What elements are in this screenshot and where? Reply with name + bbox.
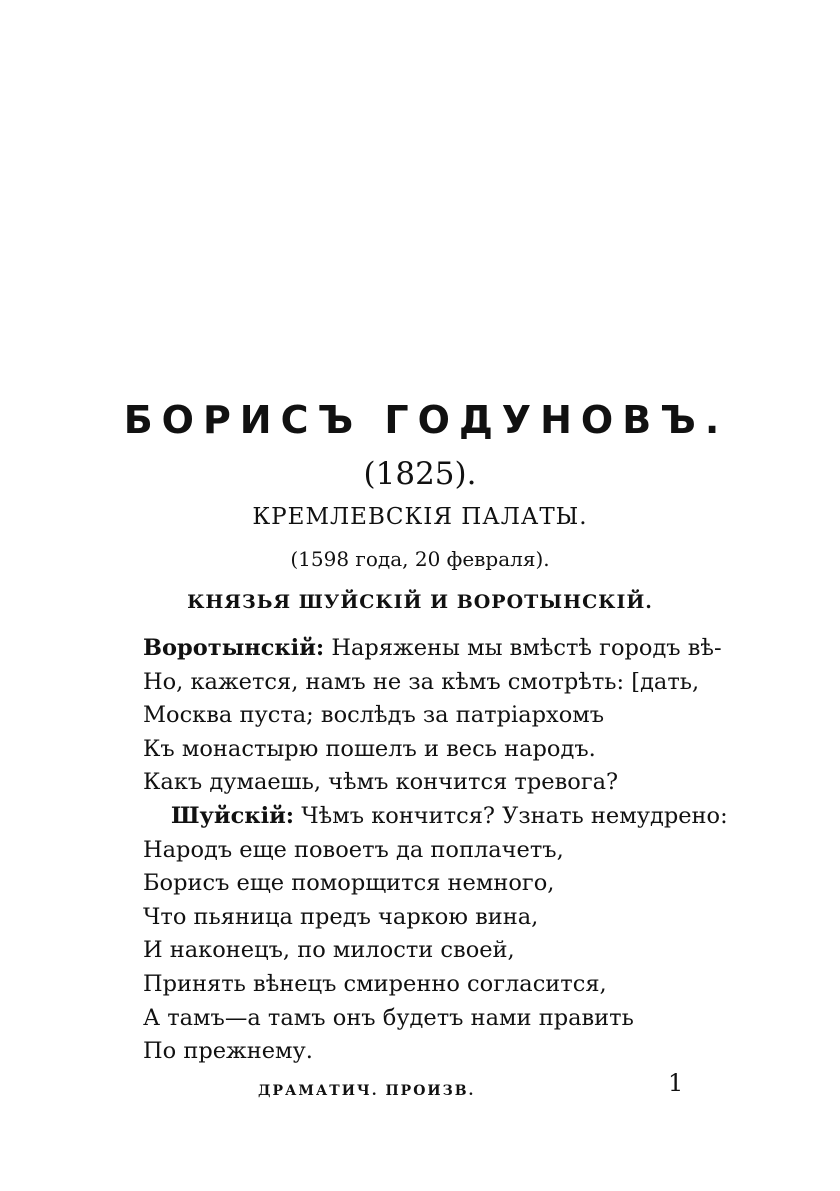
verse-line xyxy=(143,666,743,700)
play-year: (1825). xyxy=(363,456,477,492)
verse-line xyxy=(143,867,743,901)
verse-text: Но, кажется, намъ не за кѣмъ смотрѣть: [дать, xyxy=(143,668,700,695)
verse-line xyxy=(143,632,743,666)
scene-date: (1598 года, 20 февраля). xyxy=(290,547,550,571)
page-number: 1 xyxy=(668,1069,684,1097)
speaker-name: Воротынскій: xyxy=(143,635,325,661)
verse-line xyxy=(143,733,743,767)
verse-text: Москва пуста; вослѣдъ за патріархомъ xyxy=(143,702,605,729)
verse-line xyxy=(143,1035,743,1069)
verse-line xyxy=(143,934,743,968)
speaker-name: Шуйскій: xyxy=(171,802,295,829)
verse-text: И наконецъ, по милости своей, xyxy=(143,937,515,964)
verse-text: Борисъ еще поморщится немного, xyxy=(143,870,555,897)
verse-text: Чѣмъ кончится? Узнать немудрено: xyxy=(294,802,728,829)
verse-line xyxy=(143,968,743,1002)
play-title: БОРИСЪ ГОДУНОВЪ. xyxy=(123,398,729,442)
verse-text: Что пьяница предъ чаркою вина, xyxy=(143,903,539,930)
verse-text: Какъ думаешь, чѣмъ кончится тревога? xyxy=(143,769,619,796)
dramatis-personae: КНЯЗЬЯ ШУЙСКІЙ И ВОРОТЫНСКІЙ. xyxy=(187,591,653,613)
scene-heading: КРЕМЛЕВСКІЯ ПАЛАТЫ. xyxy=(252,504,588,530)
verse-line xyxy=(143,1002,743,1036)
verse-block xyxy=(143,632,743,1069)
signature-mark: ДРАМАТИЧ. ПРОИЗВ. xyxy=(258,1083,476,1099)
verse-line xyxy=(143,766,743,800)
verse-text: Наряжены мы вмѣстѣ городъ вѣ- xyxy=(324,635,722,661)
verse-line xyxy=(143,834,743,868)
verse-text: Народъ еще повоетъ да поплачетъ, xyxy=(143,836,564,863)
verse-text: Къ монастырю пошелъ и весь народъ. xyxy=(143,735,596,762)
verse-text: Принять вѣнецъ смиренно согласится, xyxy=(143,970,607,997)
verse-line xyxy=(143,800,743,834)
verse-line xyxy=(143,699,743,733)
verse-text: А тамъ—а тамъ онъ будетъ нами править xyxy=(143,1004,634,1031)
verse-line xyxy=(143,901,743,935)
verse-text: По прежнему. xyxy=(143,1038,313,1065)
